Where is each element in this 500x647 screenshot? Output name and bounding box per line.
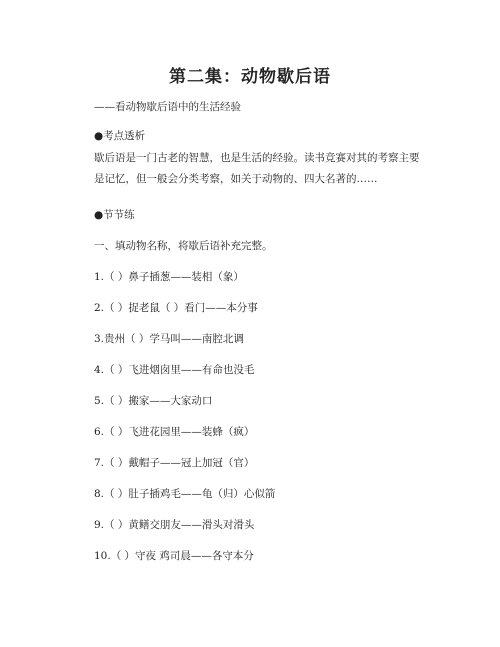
section-heading-practice: ●节节练 (94, 209, 135, 221)
exercise-item: 7.（ ）戴帽子——冠上加冠（官） (94, 457, 255, 469)
exercise-item: 4.（ ）飞进烟囱里——有命也没毛 (94, 364, 255, 376)
exercise-item: 2.（ ）捉老鼠（ ）看门——本分事 (94, 302, 258, 314)
exercise-item: 10.（ ）守夜 鸡司晨——各守本分 (94, 550, 254, 562)
key-points-paragraph: 歇后语是一门古老的智慧，也是生活的经验。读书竞赛对其的考察主要是记忆，但一般会分类考察，如关于动物的、四大名著的…… (94, 152, 420, 185)
exercise-item: 1.（ ）鼻子插葱——装相（象） (94, 271, 244, 283)
exercise-instruction: 一、填动物名称，将歇后语补充完整。 (94, 240, 273, 252)
exercise-item: 8.（ ）肚子插鸡毛——龟（归）心似箭 (94, 488, 276, 500)
exercise-item: 9.（ ）黄鳝交朋友——滑头对滑头 (94, 519, 255, 531)
document-subtitle: ——看动物歇后语中的生活经验 (94, 101, 241, 113)
section-heading-key-points: ●考点透析 (94, 130, 146, 142)
document-title: 第二集：动物歇后语 (169, 67, 331, 87)
exercise-item: 6.（ ）飞进花园里——装蜂（疯） (94, 426, 255, 438)
exercise-item: 5.（ ）搬家——大家动口 (94, 395, 213, 407)
exercise-item: 3.贵州（ ）学马叫——南腔北调 (94, 333, 244, 345)
